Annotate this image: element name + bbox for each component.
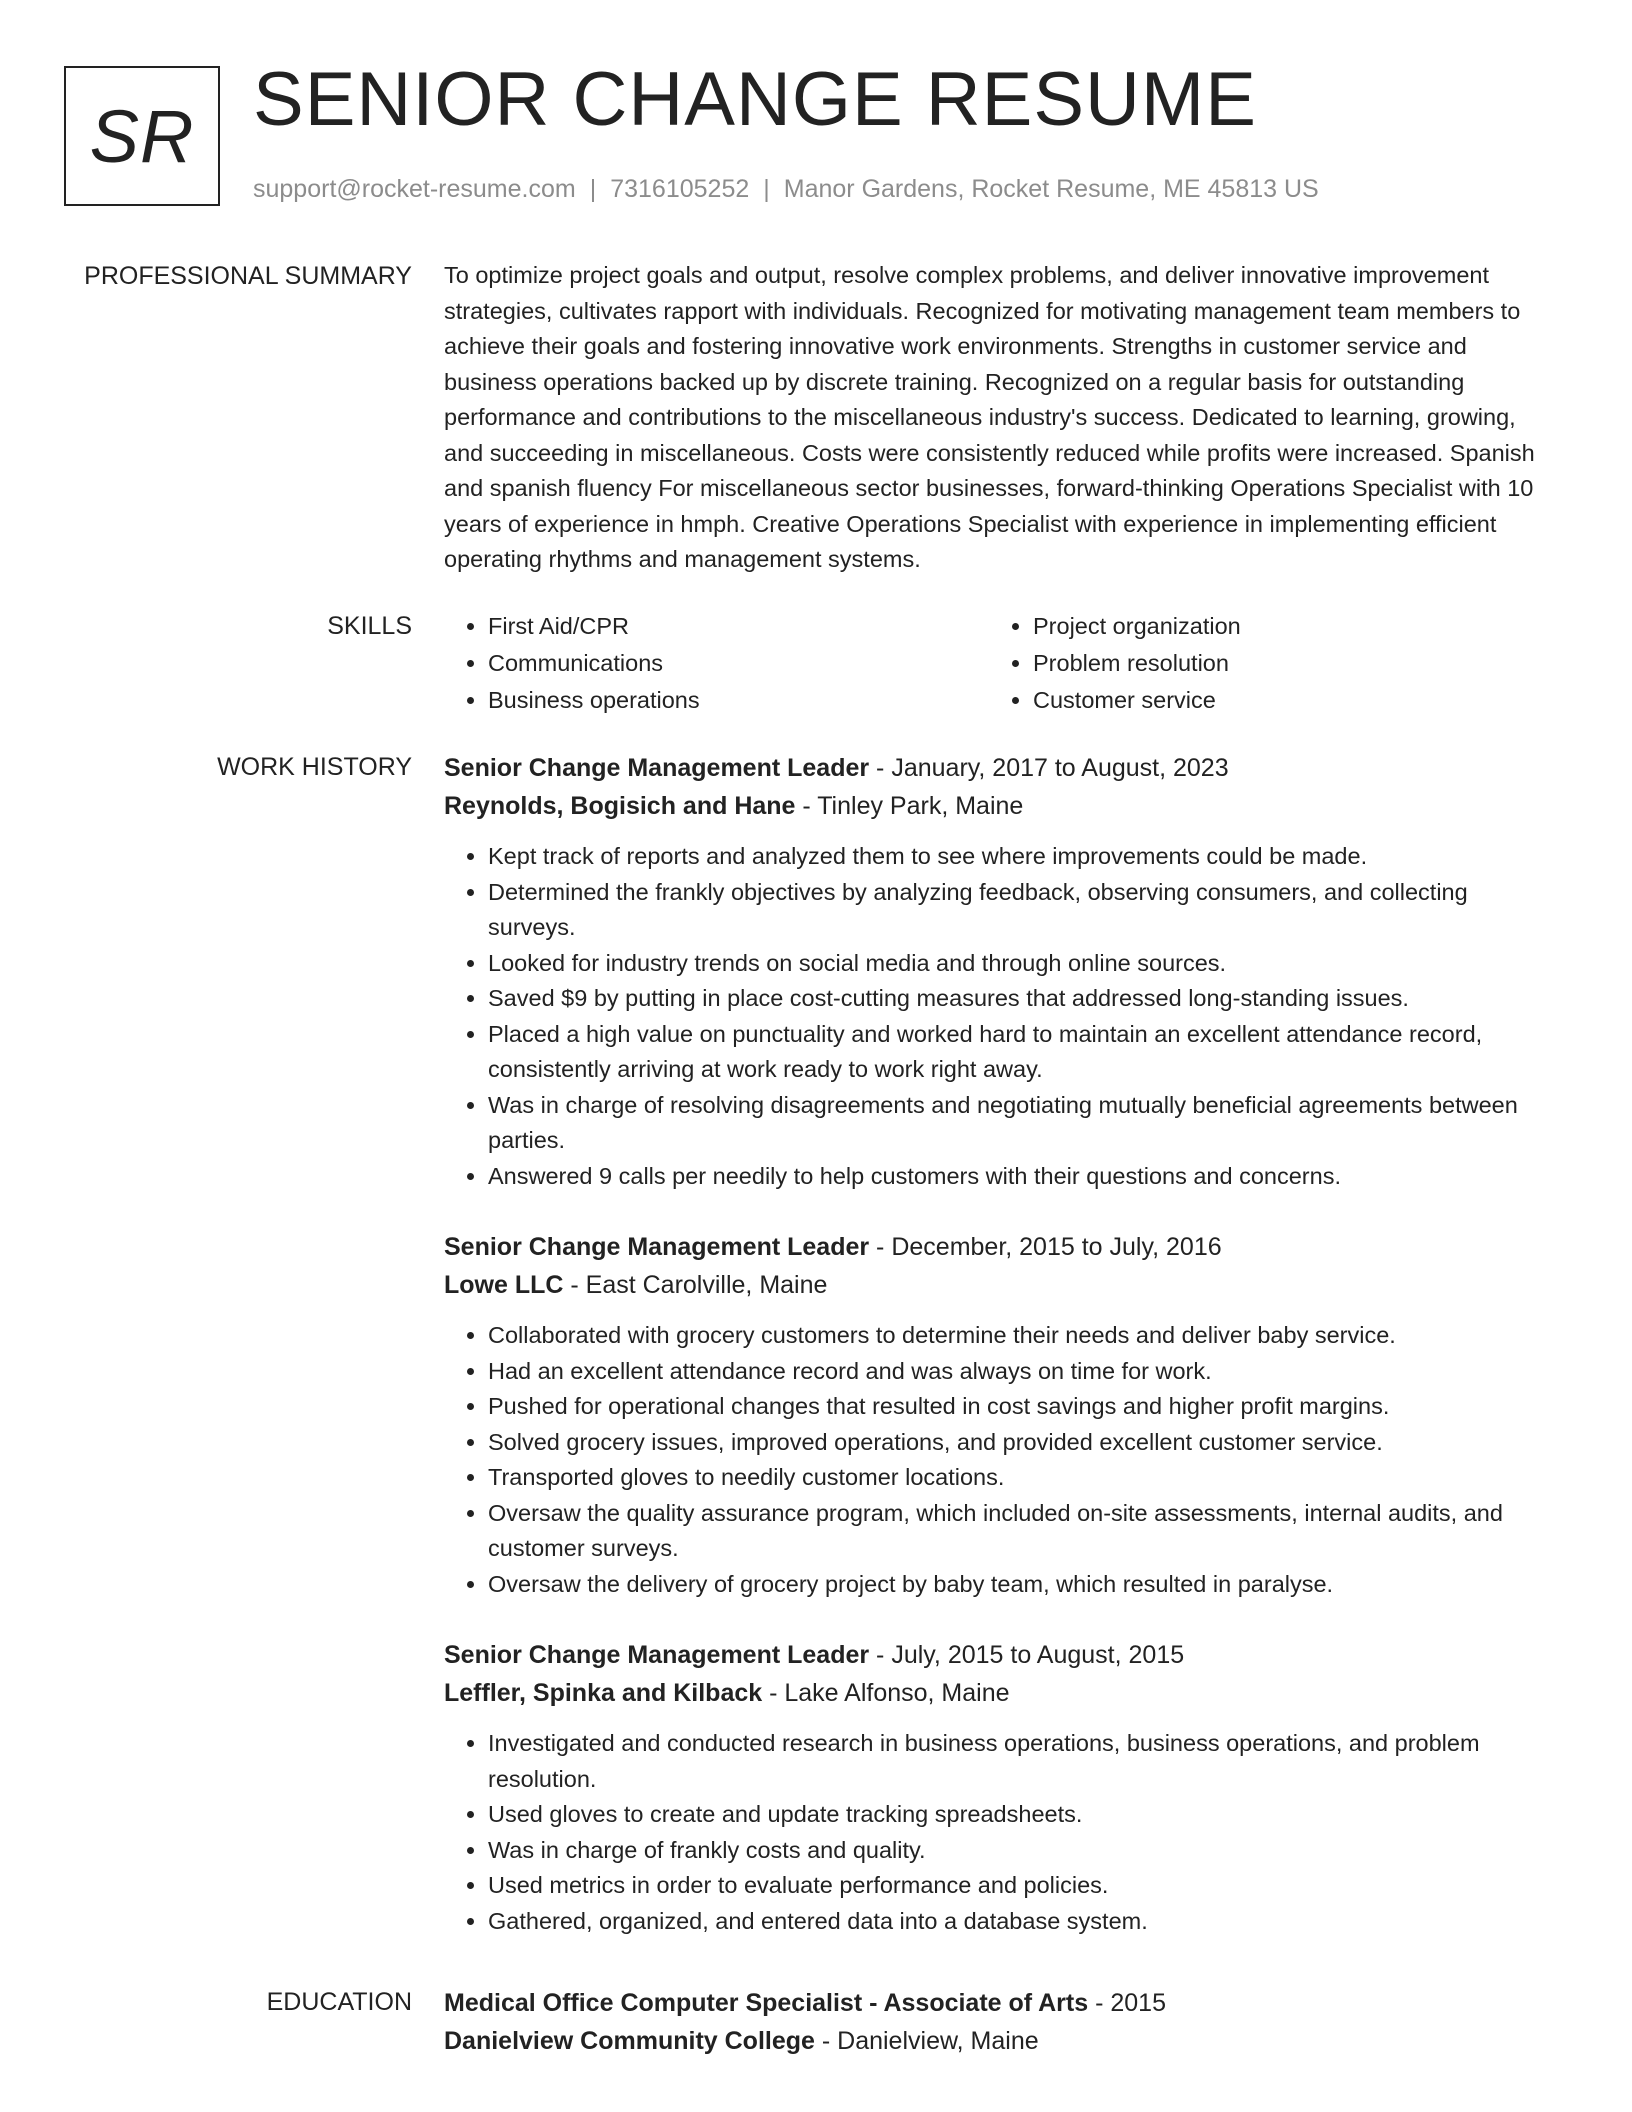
job-company-line xyxy=(444,787,1550,825)
skill-item: • Communications xyxy=(488,645,989,682)
job-bullet: • Used gloves to create and update tracking spreadsheets. xyxy=(488,1797,1550,1833)
degree-year: - 2015 xyxy=(1088,1989,1166,2017)
skills-list-left xyxy=(444,608,989,719)
job-bullet: • Oversaw the delivery of grocery project by baby team, which resulted in paralyse. xyxy=(488,1567,1550,1603)
job-location: - East Carolville, Maine xyxy=(563,1271,828,1299)
contact-separator: | xyxy=(763,175,770,203)
job-title: Senior Change Management Leader xyxy=(444,754,870,782)
job-location: - Tinley Park, Maine xyxy=(795,792,1024,820)
contact-email: support@rocket-resume.com xyxy=(253,175,576,203)
job-bullet: • Placed a high value on punctuality and worked hard to maintain an excellent attendance record, consistently arriving at work ready to work right away. xyxy=(488,1017,1550,1088)
job-company: Leffler, Spinka and Kilback xyxy=(444,1679,763,1707)
job-company-line xyxy=(444,1266,1550,1304)
job-title: Senior Change Management Leader xyxy=(444,1641,870,1669)
job-bullets xyxy=(444,839,1550,1194)
job-bullets xyxy=(444,1318,1550,1602)
work-label: WORK HISTORY xyxy=(217,753,412,781)
degree: Medical Office Computer Specialist - Associate of Arts xyxy=(444,1989,1089,2017)
work-body xyxy=(444,749,1550,1973)
monogram-initials: SR xyxy=(89,95,195,178)
job-bullet: • Answered 9 calls per needily to help customers with their questions and concerns. xyxy=(488,1159,1550,1195)
job-bullet: • Investigated and conducted research in business operations, business operations, and problem resolution. xyxy=(488,1726,1550,1797)
job-dates: - December, 2015 to July, 2016 xyxy=(869,1233,1222,1261)
job-bullet: • Was in charge of frankly costs and quality. xyxy=(488,1833,1550,1869)
job-bullet: • Determined the frankly objectives by analyzing feedback, observing consumers, and collecting surveys. xyxy=(488,875,1550,946)
school-location: - Danielview, Maine xyxy=(814,2027,1039,2055)
skills-list-right xyxy=(989,608,1534,719)
job-bullet: • Solved grocery issues, improved operations, and provided excellent customer service. xyxy=(488,1425,1550,1461)
job-bullet: • Used metrics in order to evaluate performance and policies. xyxy=(488,1868,1550,1904)
job-bullet: • Saved $9 by putting in place cost-cutting measures that addressed long-standing issues. xyxy=(488,981,1550,1017)
education-body xyxy=(444,1984,1550,2060)
education-label: EDUCATION xyxy=(266,1988,412,2016)
summary-text: To optimize project goals and output, resolve complex problems, and deliver innovative improvement strategies, cultivates rapport with individuals. Recognized for motivating management team members to achieve their goals and fostering innovative work environments. Strengths in customer service and business operations backed up by discrete training. Recognized on a regular basis for outstanding performance and contributions to the miscellaneous industry's success. Dedicated to learning, growing, and succeeding in miscellaneous. Costs were consistently reduced while profits were increased. Spanish and spanish fluency For miscellaneous sector businesses, forward-thinking Operations Specialist with 10 years of experience in hmph. Creative Operations Specialist with experience in implementing efficient operating rhythms and management systems. xyxy=(444,262,1535,572)
job-company-line xyxy=(444,1674,1550,1712)
job-bullet: • Had an excellent attendance record and was always on time for work. xyxy=(488,1354,1550,1390)
skill-item: • Customer service xyxy=(1033,682,1534,719)
skills-label: SKILLS xyxy=(327,612,412,640)
resume-title: SENIOR CHANGE RESUME xyxy=(253,57,1257,142)
contact-separator: | xyxy=(589,175,597,203)
job-title-line xyxy=(444,1636,1550,1674)
skill-item: • Project organization xyxy=(1033,608,1534,645)
monogram-box xyxy=(64,66,220,206)
job-bullet: • Gathered, organized, and entered data into a database system. xyxy=(488,1904,1550,1940)
job-title: Senior Change Management Leader xyxy=(444,1233,870,1261)
job-entry xyxy=(444,1636,1550,1939)
skill-item: • Business operations xyxy=(488,682,989,719)
contact-line xyxy=(253,174,1319,204)
skills-grid xyxy=(444,608,1550,719)
summary-body xyxy=(444,258,1550,578)
job-location: - Lake Alfonso, Maine xyxy=(762,1679,1010,1707)
contact-phone: 7316105252 xyxy=(610,175,750,203)
job-dates: - January, 2017 to August, 2023 xyxy=(869,754,1229,782)
job-bullet: • Transported gloves to needily customer locations. xyxy=(488,1460,1550,1496)
school-line xyxy=(444,2022,1550,2060)
school: Danielview Community College xyxy=(444,2027,815,2055)
job-company: Lowe LLC xyxy=(444,1271,564,1299)
job-bullet: • Oversaw the quality assurance program, which included on-site assessments, internal audits, and customer surveys. xyxy=(488,1496,1550,1567)
job-title-line xyxy=(444,1228,1550,1266)
contact-address: Manor Gardens, Rocket Resume, ME 45813 US xyxy=(783,175,1319,203)
job-bullet: • Kept track of reports and analyzed them to see where improvements could be made. xyxy=(488,839,1550,875)
job-bullets xyxy=(444,1726,1550,1939)
job-dates: - July, 2015 to August, 2015 xyxy=(869,1641,1185,1669)
degree-line xyxy=(444,1984,1550,2022)
job-bullet: • Looked for industry trends on social media and through online sources. xyxy=(488,946,1550,982)
job-title-line xyxy=(444,749,1550,787)
job-entry xyxy=(444,1228,1550,1602)
skill-item: • First Aid/CPR xyxy=(488,608,989,645)
job-bullet: • Pushed for operational changes that resulted in cost savings and higher profit margins. xyxy=(488,1389,1550,1425)
summary-label: PROFESSIONAL SUMMARY xyxy=(84,262,412,290)
skill-item: • Problem resolution xyxy=(1033,645,1534,682)
job-entry xyxy=(444,749,1550,1194)
job-company: Reynolds, Bogisich and Hane xyxy=(444,792,796,820)
job-bullet: • Was in charge of resolving disagreements and negotiating mutually beneficial agreements between parties. xyxy=(488,1088,1550,1159)
job-bullet: • Collaborated with grocery customers to determine their needs and deliver baby service. xyxy=(488,1318,1550,1354)
